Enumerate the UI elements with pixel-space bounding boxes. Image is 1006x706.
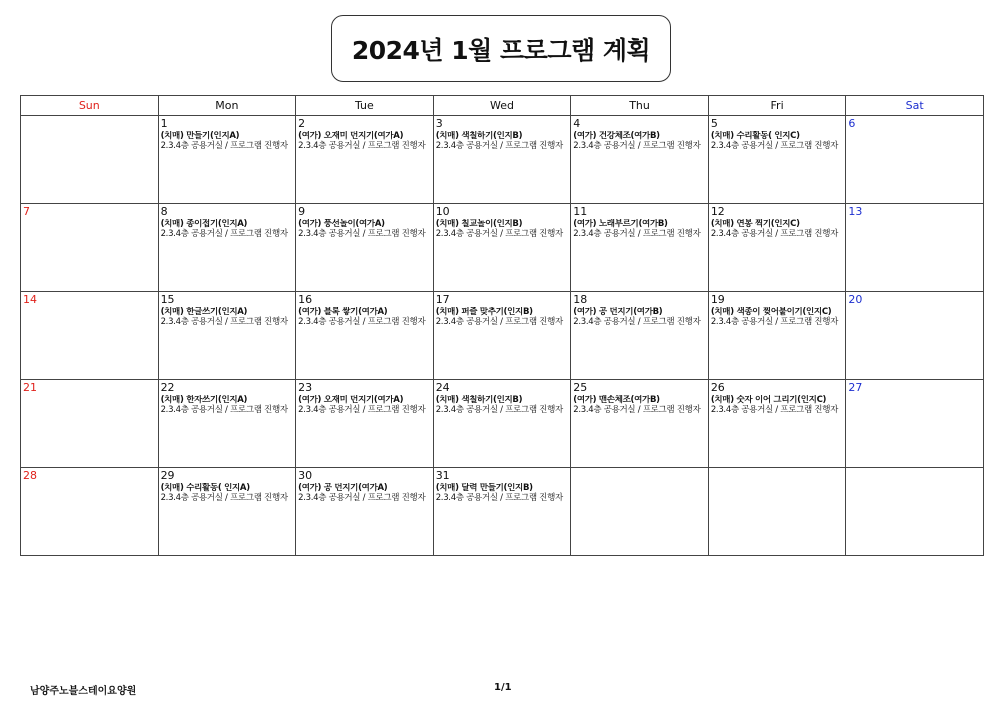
week-row bbox=[21, 204, 984, 292]
day-cell bbox=[433, 380, 571, 468]
program-location: 2.3.4층 공용거실 / 프로그램 진행자 bbox=[710, 141, 839, 151]
program-name: (치매) 연봉 찍기(인지C) bbox=[710, 219, 800, 229]
day-cell bbox=[296, 204, 434, 292]
program-name: (여가) 건강체조(여가B) bbox=[573, 131, 660, 141]
day-cell bbox=[296, 116, 434, 204]
day-cell bbox=[296, 468, 434, 556]
program-location: 2.3.4층 공용거실 / 프로그램 진행자 bbox=[573, 317, 701, 327]
program-location: 2.3.4층 공용거실 / 프로그램 진행자 bbox=[435, 493, 563, 503]
program-location: 2.3.4층 공용거실 / 프로그램 진행자 bbox=[573, 141, 701, 151]
day-number: 26 bbox=[710, 381, 725, 394]
program-name: (치매) 수리활동( 인지A) bbox=[160, 483, 250, 493]
day-cell bbox=[571, 116, 709, 204]
day-number: 25 bbox=[573, 381, 588, 394]
day-number: 27 bbox=[848, 381, 863, 394]
weekday-header-thu: Thu bbox=[571, 96, 709, 116]
day-cell bbox=[433, 468, 571, 556]
program-name: (여가) 블록 쌓기(여가A) bbox=[298, 307, 388, 317]
program-name: (치매) 수리활동( 인지C) bbox=[710, 131, 800, 141]
weekday-header-sat: Sat bbox=[846, 96, 984, 116]
day-cell bbox=[21, 116, 159, 204]
program-name: (여가) 공 던지기(여가B) bbox=[573, 307, 663, 317]
program-name: (여가) 오재미 던지기(여가A) bbox=[298, 395, 404, 405]
program-location: 2.3.4층 공용거실 / 프로그램 진행자 bbox=[160, 317, 288, 327]
weekday-header-mon: Mon bbox=[158, 96, 296, 116]
day-cell bbox=[846, 380, 984, 468]
footer-page-number: 1/1 bbox=[494, 682, 512, 693]
day-number: 8 bbox=[160, 205, 168, 218]
program-name: (치매) 색칠하기(인지B) bbox=[435, 395, 523, 405]
day-number: 17 bbox=[435, 293, 450, 306]
day-number: 18 bbox=[573, 293, 588, 306]
program-name: (치매) 달력 만들기(인지B) bbox=[435, 483, 533, 493]
day-number: 30 bbox=[298, 469, 313, 482]
program-name: (치매) 칠교놀이(인지B) bbox=[435, 219, 523, 229]
day-cell bbox=[433, 204, 571, 292]
calendar-table bbox=[20, 95, 984, 556]
day-number: 9 bbox=[298, 205, 306, 218]
program-location: 2.3.4층 공용거실 / 프로그램 진행자 bbox=[435, 229, 563, 239]
weekday-header-row bbox=[21, 96, 984, 116]
program-name: (여가) 맨손체조(여가B) bbox=[573, 395, 660, 405]
program-location: 2.3.4층 공용거실 / 프로그램 진행자 bbox=[160, 141, 288, 151]
day-cell bbox=[433, 292, 571, 380]
program-location: 2.3.4층 공용거실 / 프로그램 진행자 bbox=[298, 405, 426, 415]
day-cell bbox=[296, 380, 434, 468]
day-cell bbox=[21, 380, 159, 468]
program-location: 2.3.4층 공용거실 / 프로그램 진행자 bbox=[710, 317, 839, 327]
program-location: 2.3.4층 공용거실 / 프로그램 진행자 bbox=[298, 317, 426, 327]
weekday-header-wed: Wed bbox=[433, 96, 571, 116]
program-name: (치매) 한글쓰기(인지A) bbox=[160, 307, 248, 317]
day-number: 13 bbox=[848, 205, 863, 218]
program-location: 2.3.4층 공용거실 / 프로그램 진행자 bbox=[573, 229, 701, 239]
day-cell bbox=[433, 116, 571, 204]
day-cell bbox=[708, 116, 846, 204]
week-row bbox=[21, 468, 984, 556]
program-name: (여가) 공 던지기(여가A) bbox=[298, 483, 388, 493]
day-cell bbox=[708, 292, 846, 380]
day-number: 6 bbox=[848, 117, 856, 130]
day-cell bbox=[571, 380, 709, 468]
day-cell bbox=[158, 204, 296, 292]
weekday-header-fri: Fri bbox=[708, 96, 846, 116]
program-location: 2.3.4층 공용거실 / 프로그램 진행자 bbox=[298, 141, 426, 151]
day-cell bbox=[296, 292, 434, 380]
program-location: 2.3.4층 공용거실 / 프로그램 진행자 bbox=[435, 141, 563, 151]
weekday-header-sun: Sun bbox=[21, 96, 159, 116]
week-row bbox=[21, 116, 984, 204]
day-number: 28 bbox=[23, 469, 37, 482]
day-number: 29 bbox=[160, 469, 175, 482]
day-cell bbox=[158, 116, 296, 204]
day-cell bbox=[158, 380, 296, 468]
day-number: 19 bbox=[710, 293, 725, 306]
program-location: 2.3.4층 공용거실 / 프로그램 진행자 bbox=[160, 229, 288, 239]
day-cell bbox=[708, 204, 846, 292]
program-location: 2.3.4층 공용거실 / 프로그램 진행자 bbox=[573, 405, 701, 415]
program-name: (여가) 오재미 던지기(여가A) bbox=[298, 131, 404, 141]
footer-organization: 남양주노블스테이요양원 bbox=[30, 686, 137, 697]
day-cell bbox=[21, 468, 159, 556]
day-number: 15 bbox=[160, 293, 175, 306]
program-name: (치매) 만들기(인지A) bbox=[160, 131, 240, 141]
program-location: 2.3.4층 공용거실 / 프로그램 진행자 bbox=[160, 493, 288, 503]
day-cell bbox=[846, 468, 984, 556]
day-number: 1 bbox=[160, 117, 168, 130]
program-name: (치매) 종이접기(인지A) bbox=[160, 219, 248, 229]
day-number: 23 bbox=[298, 381, 313, 394]
day-cell bbox=[708, 380, 846, 468]
day-number: 24 bbox=[435, 381, 450, 394]
day-number: 10 bbox=[435, 205, 450, 218]
day-number: 22 bbox=[160, 381, 175, 394]
day-number: 5 bbox=[710, 117, 718, 130]
day-number: 3 bbox=[435, 117, 443, 130]
day-number: 21 bbox=[23, 381, 37, 394]
day-number: 12 bbox=[710, 205, 725, 218]
day-cell bbox=[571, 292, 709, 380]
day-number: 16 bbox=[298, 293, 313, 306]
day-cell bbox=[571, 468, 709, 556]
program-name: (치매) 퍼즐 맞추기(인지B) bbox=[435, 307, 533, 317]
program-location: 2.3.4층 공용거실 / 프로그램 진행자 bbox=[435, 405, 563, 415]
program-location: 2.3.4층 공용거실 / 프로그램 진행자 bbox=[710, 405, 839, 415]
day-number: 7 bbox=[23, 205, 30, 218]
day-cell bbox=[571, 204, 709, 292]
program-name: (치매) 색칠하기(인지B) bbox=[435, 131, 523, 141]
day-cell bbox=[21, 292, 159, 380]
program-name: (치매) 숫자 이어 그리기(인지C) bbox=[710, 395, 827, 405]
program-name: (여가) 노래부르기(여가B) bbox=[573, 219, 668, 229]
day-number: 31 bbox=[435, 469, 450, 482]
day-cell bbox=[158, 292, 296, 380]
day-number: 20 bbox=[848, 293, 863, 306]
day-number: 11 bbox=[573, 205, 588, 218]
program-name: (치매) 한자쓰기(인지A) bbox=[160, 395, 248, 405]
day-cell bbox=[846, 116, 984, 204]
program-location: 2.3.4층 공용거실 / 프로그램 진행자 bbox=[710, 229, 839, 239]
day-number: 4 bbox=[573, 117, 581, 130]
week-row bbox=[21, 380, 984, 468]
program-name: (여가) 풍선놀이(여가A) bbox=[298, 219, 385, 229]
weekday-header-tue: Tue bbox=[296, 96, 434, 116]
week-row bbox=[21, 292, 984, 380]
day-number: 14 bbox=[23, 293, 37, 306]
page-title: 2024년 1월 프로그램 계획 bbox=[331, 15, 671, 82]
program-name: (치매) 색종이 찢어붙이기(인지C) bbox=[710, 307, 832, 317]
day-cell bbox=[708, 468, 846, 556]
day-cell bbox=[846, 292, 984, 380]
day-cell bbox=[846, 204, 984, 292]
program-location: 2.3.4층 공용거실 / 프로그램 진행자 bbox=[298, 229, 426, 239]
day-cell bbox=[21, 204, 159, 292]
day-number: 2 bbox=[298, 117, 306, 130]
program-location: 2.3.4층 공용거실 / 프로그램 진행자 bbox=[160, 405, 288, 415]
day-cell bbox=[158, 468, 296, 556]
program-location: 2.3.4층 공용거실 / 프로그램 진행자 bbox=[435, 317, 563, 327]
program-location: 2.3.4층 공용거실 / 프로그램 진행자 bbox=[298, 493, 426, 503]
calendar-body bbox=[21, 116, 984, 556]
